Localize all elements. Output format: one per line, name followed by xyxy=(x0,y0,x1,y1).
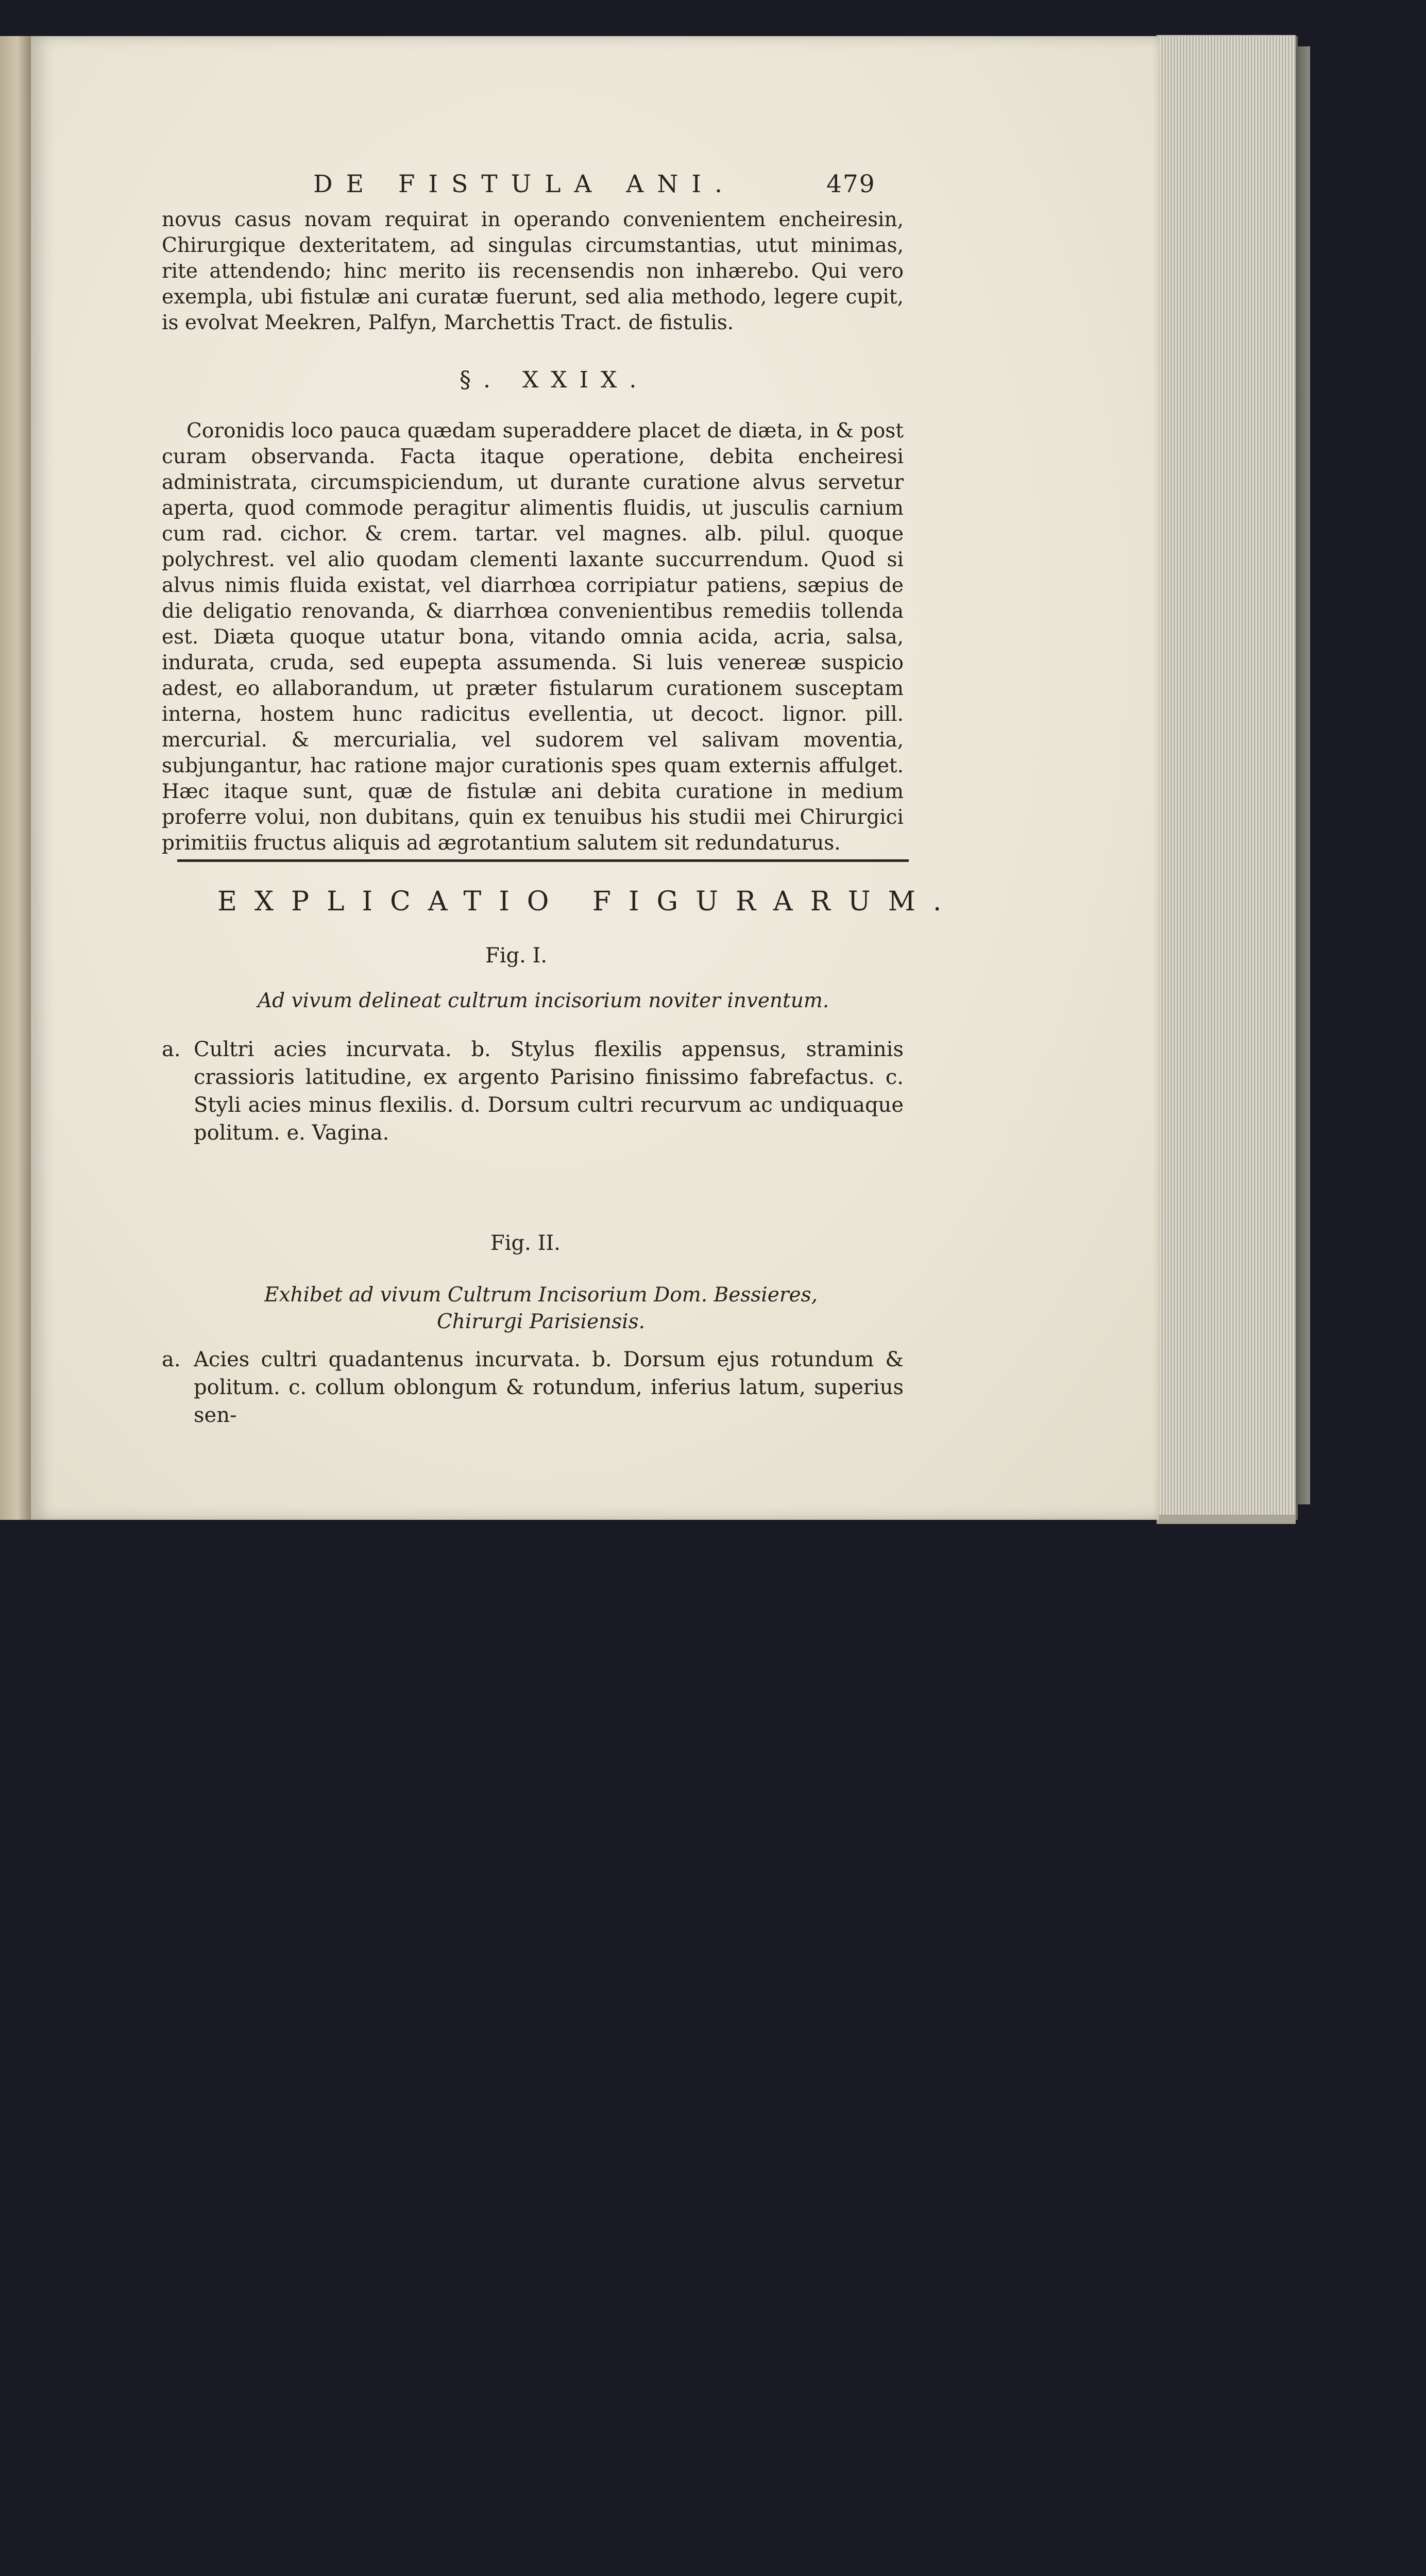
section-divider-rule xyxy=(177,859,909,862)
figure-2-legend xyxy=(162,1346,904,1429)
running-head xyxy=(130,132,908,198)
figures-heading: EXPLICATIO FIGURARUM. xyxy=(217,886,959,917)
figure-2-caption-line-1: Exhibet ad vivum Cultrum Incisorium Dom. Bessieres, xyxy=(264,1283,818,1307)
section-heading: §. XXIX. xyxy=(460,367,649,393)
figure-1-label: Fig. I. xyxy=(485,944,548,968)
figure-1-legend-marker: a. xyxy=(162,1038,181,1061)
page-text-block xyxy=(130,132,959,1427)
paragraph-continuation: novus casus novam requirat in operando convenientem encheiresin, Chirurgique dexteritatem, ad singulas circumstantias, utut minimas, rite attendendo; hinc merito iis recensendis non inhærebo. Qui vero exempla, ubi fistulæ ani curatæ fuerunt, sed alia methodo, legere cupit, is evolvat Meekren, Palfyn, Marchettis Tract. de fistulis. xyxy=(162,208,904,334)
figure-2-caption-line-2: Chirurgi Parisiensis. xyxy=(436,1310,646,1333)
page-block-bottom xyxy=(1157,1515,1296,1524)
facing-page-edge xyxy=(0,36,32,1520)
figure-2-caption xyxy=(258,1282,824,1335)
running-head-title: DE FISTULA ANI. xyxy=(313,170,736,198)
figure-1-legend-text: Cultri acies incurvata. b. Stylus flexilis appensus, straminis crassioris latitudine, ex argento Parisino finissimo fabrefactus. c. Styli acies minus flexilis. d. Dorsum cultri recurvum ac undiquaque politum. e. Vagina. xyxy=(194,1038,904,1145)
paragraph-diet: Coronidis loco pauca quædam superaddere placet de diæta, in & post curam observanda. Facta itaque operatione, debita encheiresi administrata, circumspiciendum, ut durante curatione alvus servetur aperta, quod commode peragitur alimentis fluidis, ut jusculis carnium cum rad. cichor. & crem. tartar. vel magnes. alb. pilul. quoque polychrest. vel alio quodam clementi laxante succurrendum. Quod si alvus nimis fluida existat, vel diarrhœa corripiatur patiens, sæpius de die deligatio renovanda, & diarrhœa convenientibus remediis tollenda est. Diæta quoque utatur bona, vitando omnia acida, acria, salsa, indurata, cruda, sed eupepta assumenda. Si luis venereæ suspicio adest, eo allaborandum, ut præter fistularum curationem susceptam interna, hostem hunc radicitus evellentia, ut decoct. lignor. pill. mercurial. & mercurialia, vel sudorem vel salivam moventia, subjungantur, hac ratione major curationis spes quam externis affulget. Hæc itaque sunt, quæ de fistulæ ani debita curatione in medium proferre volui, non dubitans, quin ex tenuibus his studii mei Chirurgici primitiis fructus aliquis ad ægrotantium salutem sit redundaturus. xyxy=(162,419,904,855)
page-block-edges xyxy=(1157,36,1298,1520)
figure-1-caption: Ad vivum delineat cultrum incisorium noviter inventum. xyxy=(258,989,829,1012)
figure-2-label: Fig. II. xyxy=(490,1231,561,1255)
figure-2-legend-marker: a. xyxy=(162,1348,181,1371)
figure-1-legend xyxy=(162,1036,904,1147)
book-cover-edge xyxy=(1296,46,1310,1504)
book-page xyxy=(31,36,1159,1520)
page-number: 479 xyxy=(826,170,876,198)
figure-2-legend-text: Acies cultri quadantenus incurvata. b. Dorsum ejus rotundum & politum. c. collum oblongum & rotundum, inferius latum, superius sen- xyxy=(194,1348,904,1427)
